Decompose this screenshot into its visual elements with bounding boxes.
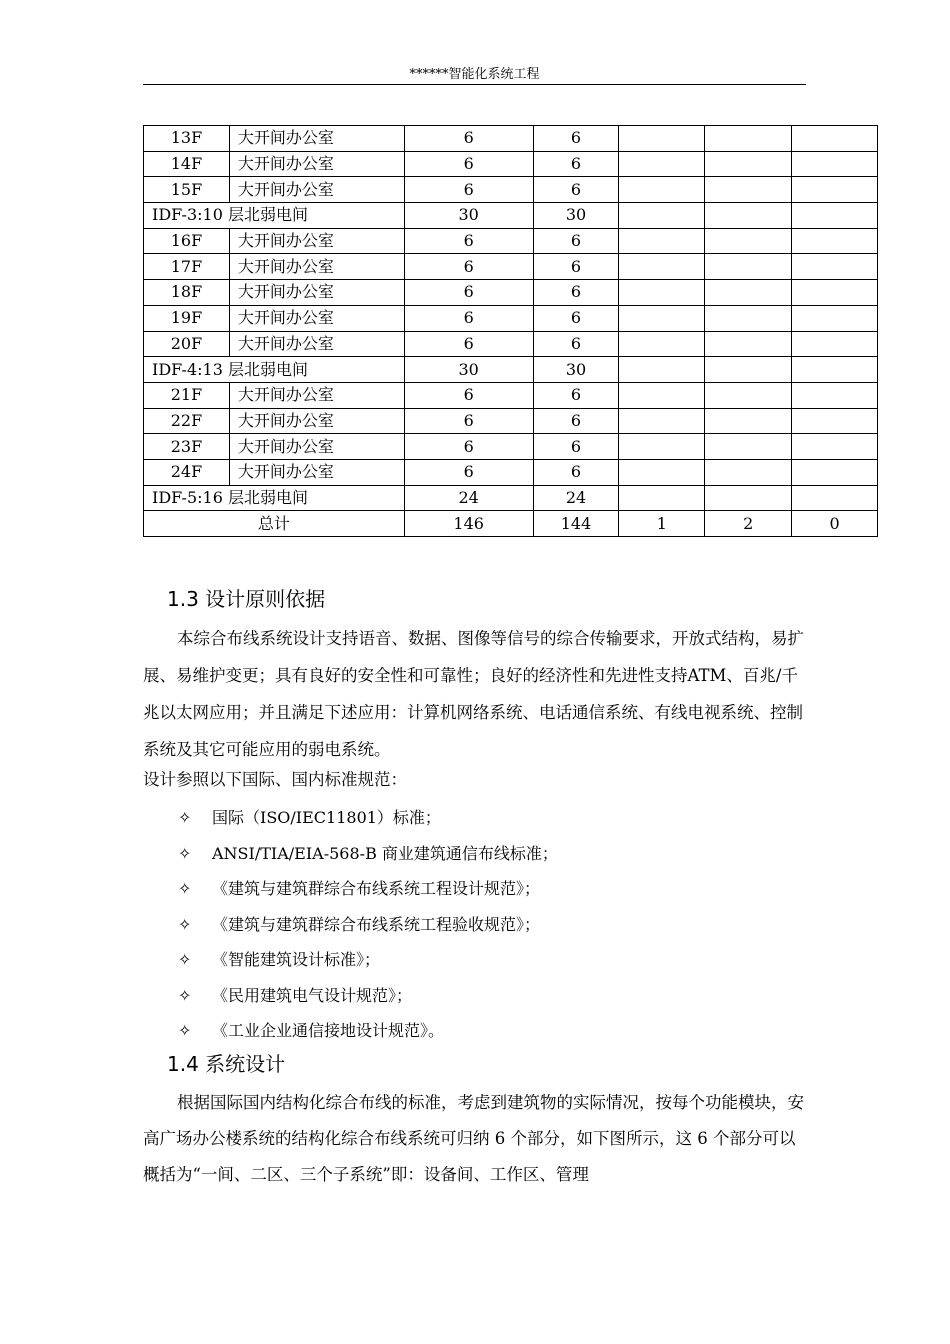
count-cell — [705, 331, 792, 357]
diamond-star-icon: ✧ — [178, 843, 192, 863]
count-cell — [705, 126, 792, 152]
count-cell: 24 — [404, 485, 533, 511]
count-cell — [792, 228, 878, 254]
count-cell: 6 — [404, 177, 533, 203]
count-cell: 6 — [533, 305, 619, 331]
count-cell — [705, 280, 792, 306]
count-cell — [705, 151, 792, 177]
count-cell — [792, 203, 878, 229]
idf-label-cell: IDF-5:16 层北弱电间 — [144, 485, 405, 511]
table-row — [144, 126, 878, 152]
count-cell — [619, 254, 705, 280]
table-row — [144, 305, 878, 331]
standards-intro: 设计参照以下国际、国内标准规范： — [143, 770, 407, 789]
count-cell — [705, 305, 792, 331]
count-cell — [792, 331, 878, 357]
count-cell — [792, 485, 878, 511]
standard-text: ANSI/TIA/EIA-568-B 商业建筑通信布线标准； — [212, 843, 558, 863]
idf-label-cell: IDF-4:13 层北弱电间 — [144, 357, 405, 383]
count-cell: 30 — [404, 357, 533, 383]
standards-list — [178, 800, 558, 1049]
area-cell: 大开间办公室 — [229, 434, 404, 460]
table-row — [144, 459, 878, 485]
count-cell: 6 — [533, 459, 619, 485]
count-cell — [705, 357, 792, 383]
standard-item — [178, 978, 558, 1014]
count-cell — [792, 254, 878, 280]
count-cell: 2 — [705, 511, 792, 537]
floor-cell: 15F — [144, 177, 230, 203]
count-cell — [792, 357, 878, 383]
area-cell: 大开间办公室 — [229, 305, 404, 331]
count-cell — [619, 151, 705, 177]
idf-row — [144, 485, 878, 511]
count-cell: 6 — [404, 459, 533, 485]
count-cell — [792, 305, 878, 331]
count-cell: 6 — [404, 331, 533, 357]
standard-item — [178, 800, 558, 836]
count-cell: 6 — [404, 280, 533, 306]
section-heading-1-3: 1.3 设计原则依据 — [167, 587, 326, 611]
area-cell: 大开间办公室 — [229, 280, 404, 306]
section-1-4-paragraph: 根据国际国内结构化综合布线的标准，考虑到建筑物的实际情况，按每个功能模块，安高广场办公楼系统的结构化综合布线系统可归纳 6 个部分，如下图所示，这 6 个部分可以概括为“一间、二区、三个子系统”即：设备间、工作区、管理 — [143, 1093, 804, 1184]
count-cell — [792, 151, 878, 177]
count-cell: 6 — [533, 177, 619, 203]
table-row — [144, 254, 878, 280]
floor-outlet-table — [143, 125, 878, 537]
count-cell — [705, 459, 792, 485]
table-row — [144, 408, 878, 434]
area-cell: 大开间办公室 — [229, 382, 404, 408]
table-row — [144, 177, 878, 203]
count-cell — [705, 177, 792, 203]
count-cell — [619, 280, 705, 306]
count-cell — [619, 126, 705, 152]
area-cell: 大开间办公室 — [229, 151, 404, 177]
count-cell — [705, 485, 792, 511]
area-cell: 大开间办公室 — [229, 126, 404, 152]
floor-cell: 17F — [144, 254, 230, 280]
count-cell — [619, 485, 705, 511]
count-cell — [792, 126, 878, 152]
count-cell: 6 — [533, 408, 619, 434]
count-cell — [619, 408, 705, 434]
count-cell: 6 — [404, 434, 533, 460]
count-cell: 30 — [404, 203, 533, 229]
floor-cell: 21F — [144, 382, 230, 408]
count-cell: 6 — [404, 126, 533, 152]
count-cell: 6 — [533, 382, 619, 408]
area-cell: 大开间办公室 — [229, 331, 404, 357]
table-row — [144, 280, 878, 306]
count-cell — [792, 177, 878, 203]
count-cell: 6 — [533, 434, 619, 460]
diamond-star-icon: ✧ — [178, 950, 192, 969]
count-cell: 146 — [404, 511, 533, 537]
diamond-star-icon: ✧ — [178, 808, 192, 827]
table-row — [144, 382, 878, 408]
count-cell — [705, 203, 792, 229]
page-header — [143, 66, 806, 85]
area-cell: 大开间办公室 — [229, 408, 404, 434]
count-cell: 6 — [533, 151, 619, 177]
count-cell: 6 — [404, 408, 533, 434]
standard-item — [178, 942, 558, 978]
area-cell: 大开间办公室 — [229, 459, 404, 485]
floor-cell: 23F — [144, 434, 230, 460]
count-cell — [619, 177, 705, 203]
table-row — [144, 151, 878, 177]
count-cell — [619, 434, 705, 460]
idf-row — [144, 203, 878, 229]
table-body — [144, 126, 878, 537]
floor-cell: 16F — [144, 228, 230, 254]
standard-item — [178, 836, 558, 872]
area-cell: 大开间办公室 — [229, 228, 404, 254]
count-cell: 0 — [792, 511, 878, 537]
total-row — [144, 511, 878, 537]
standard-item — [178, 871, 558, 907]
standard-text: 《建筑与建筑群综合布线系统工程验收规范》； — [212, 914, 541, 934]
count-cell: 30 — [533, 357, 619, 383]
count-cell: 6 — [404, 305, 533, 331]
floor-cell: 13F — [144, 126, 230, 152]
count-cell: 6 — [404, 382, 533, 408]
count-cell: 6 — [533, 126, 619, 152]
table-row — [144, 434, 878, 460]
header-title: ******智能化系统工程 — [409, 67, 540, 82]
table-row — [144, 228, 878, 254]
idf-row — [144, 357, 878, 383]
standard-text: 《智能建筑设计标准》； — [212, 950, 381, 969]
idf-label-cell: IDF-3:10 层北弱电间 — [144, 203, 405, 229]
standard-item — [178, 1013, 558, 1049]
count-cell — [619, 305, 705, 331]
floor-cell: 14F — [144, 151, 230, 177]
diamond-star-icon: ✧ — [178, 985, 192, 1005]
standard-text: 《建筑与建筑群综合布线系统工程设计规范》； — [212, 879, 541, 898]
diamond-star-icon: ✧ — [178, 879, 192, 898]
floor-cell: 20F — [144, 331, 230, 357]
count-cell: 6 — [533, 228, 619, 254]
area-cell: 大开间办公室 — [229, 177, 404, 203]
count-cell: 6 — [533, 254, 619, 280]
count-cell — [792, 434, 878, 460]
floor-cell: 18F — [144, 280, 230, 306]
table-row — [144, 331, 878, 357]
standard-text: 《民用建筑电气设计规范》； — [212, 985, 413, 1005]
floor-cell: 19F — [144, 305, 230, 331]
count-cell — [705, 382, 792, 408]
count-cell — [619, 228, 705, 254]
count-cell — [619, 203, 705, 229]
count-cell: 6 — [404, 254, 533, 280]
count-cell — [705, 228, 792, 254]
count-cell — [792, 382, 878, 408]
floor-cell: 24F — [144, 459, 230, 485]
count-cell — [705, 254, 792, 280]
count-cell: 6 — [404, 151, 533, 177]
floor-cell: 22F — [144, 408, 230, 434]
count-cell — [792, 408, 878, 434]
standard-text: 国际（ISO/IEC11801）标准； — [212, 808, 441, 827]
total-label-cell: 总计 — [144, 511, 405, 537]
count-cell: 6 — [404, 228, 533, 254]
count-cell: 6 — [533, 280, 619, 306]
count-cell — [792, 459, 878, 485]
count-cell — [619, 459, 705, 485]
count-cell: 6 — [533, 331, 619, 357]
area-cell: 大开间办公室 — [229, 254, 404, 280]
count-cell: 30 — [533, 203, 619, 229]
count-cell — [619, 382, 705, 408]
count-cell: 144 — [533, 511, 619, 537]
count-cell — [792, 280, 878, 306]
standard-item — [178, 907, 558, 943]
count-cell — [619, 357, 705, 383]
count-cell — [705, 434, 792, 460]
count-cell: 24 — [533, 485, 619, 511]
diamond-star-icon: ✧ — [178, 914, 192, 934]
standard-text: 《工业企业通信接地设计规范》。 — [212, 1021, 445, 1040]
section-1-3-paragraph: 本综合布线系统设计支持语音、数据、图像等信号的综合传输要求，开放式结构，易扩展、易维护变更；具有良好的安全性和可靠性；良好的经济性和先进性支持ATM、百兆/千兆以太网应用；并且满足下述应用：计算机网络系统、电话通信系统、有线电视系统、控制系统及其它可能应用的弱电系统。 — [143, 629, 804, 759]
count-cell: 1 — [619, 511, 705, 537]
diamond-star-icon: ✧ — [178, 1021, 192, 1040]
section-heading-1-4: 1.4 系统设计 — [167, 1052, 286, 1076]
count-cell — [619, 331, 705, 357]
count-cell — [705, 408, 792, 434]
